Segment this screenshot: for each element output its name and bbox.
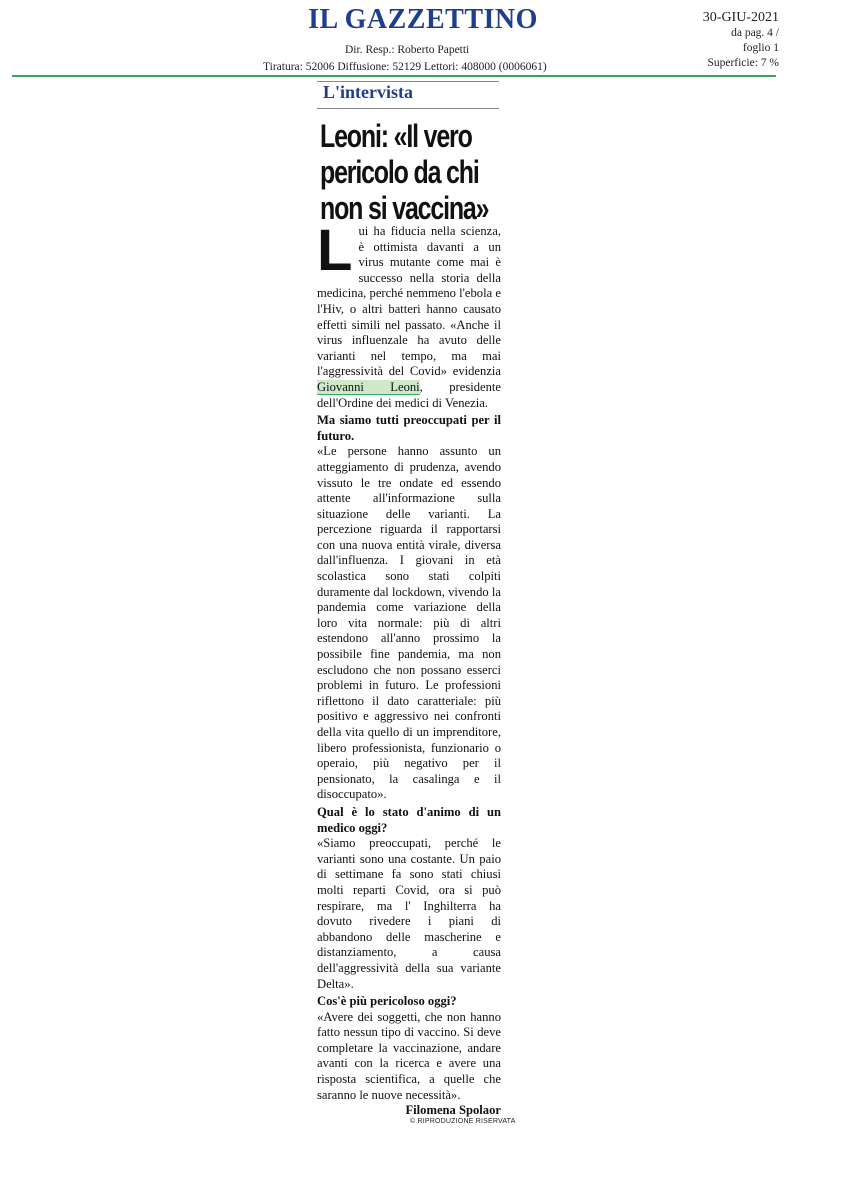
highlighted-name: Giovanni Leoni	[317, 379, 420, 394]
copyright-notice: © RIPRODUZIONE RISERVATA	[410, 1118, 516, 1125]
lead-paragraph	[317, 218, 501, 411]
question-1: Ma siamo tutti preoccupati per il futuro.	[317, 413, 501, 443]
issue-date: 30-GIU-2021	[702, 10, 779, 25]
article-body	[317, 218, 501, 1119]
page-ref: da pag. 4 /	[731, 27, 779, 39]
lead-text-2: , presidente dell'Ordine dei medici di Venezia.	[317, 379, 501, 410]
clipping-meta	[703, 10, 779, 71]
article-kicker: L'intervista	[323, 82, 413, 102]
article-headline: Leoni: «Il vero pericolo da chi non si vaccina»	[320, 118, 489, 226]
answer-1: «Le persone hanno assunto un atteggiamento di prudenza, avendo vissuto le tre ondate ed essendo attente all'informazione sulla situazione delle varianti. La percezione riguarda il rapportarsi con una nuova entità virale, diversa dall'influenza. I giovani in età scolastica sono stati colpiti duramente dal lockdown, vivendo la pandemia come variazione della loro vita normale: più di altri estendono all'anno prossimo la possibile fine pandemia, ma non escludono che non possano esserci problemi in futuro. Le professioni riflettono il dato caratteriale: più positivo e aggressivo nei confronti della vita quello di un imprenditore, libero professionista, funzionario o operaio, più negativo per il pensionato, la casalinga e il disoccupato».	[317, 444, 501, 802]
question-2: Qual è lo stato d'animo di un medico oggi?	[317, 804, 501, 835]
header-divider	[12, 75, 776, 77]
drop-cap: L	[317, 218, 353, 283]
kicker-rule-bottom	[317, 108, 499, 109]
surface-ref: Superficie: 7 %	[707, 57, 779, 69]
author-byline: Filomena Spolaor	[405, 1103, 501, 1118]
sheet-ref: foglio 1	[742, 42, 779, 54]
masthead-logo: IL GAZZETTINO	[308, 4, 538, 35]
answer-3: «Avere dei soggetti, che non hanno fatto nessun tipo di vaccino. Si deve completare la vaccinazione, andare avanti con la ricerca e avere una risposta scientifica, a quelle che saranno le nuove necessità».	[317, 1009, 501, 1102]
lead-text-1: ui ha fiducia nella scienza, è ottimista davanti a un virus mutante come mai è successo nella storia della medicina, perché nemmeno l'ebola e l'Hiv, o altri batteri hanno causato effetti simili nel passato. «Anche il virus influenzale ha avuto delle varianti nel tempo, ma mai l'aggressività del Covid» evidenzia	[317, 224, 501, 379]
answer-2: «Siamo preoccupati, perché le varianti sono una costante. Un paio di settimane fa sono stati chiusi molti reparti Covid, ora si può respirare, ma l' Inghilterra ha dovuto rivedere i piani di abbandono delle mascherine e distanziamento, a causa dell'aggressività della sua variante Delta».	[317, 836, 501, 991]
director-line: Dir. Resp.: Roberto Papetti	[345, 44, 470, 56]
circulation-stats: Tiratura: 52006 Diffusione: 52129 Lettori: 408000 (0006061)	[263, 61, 547, 73]
question-3: Cos'è più pericoloso oggi?	[317, 994, 457, 1009]
